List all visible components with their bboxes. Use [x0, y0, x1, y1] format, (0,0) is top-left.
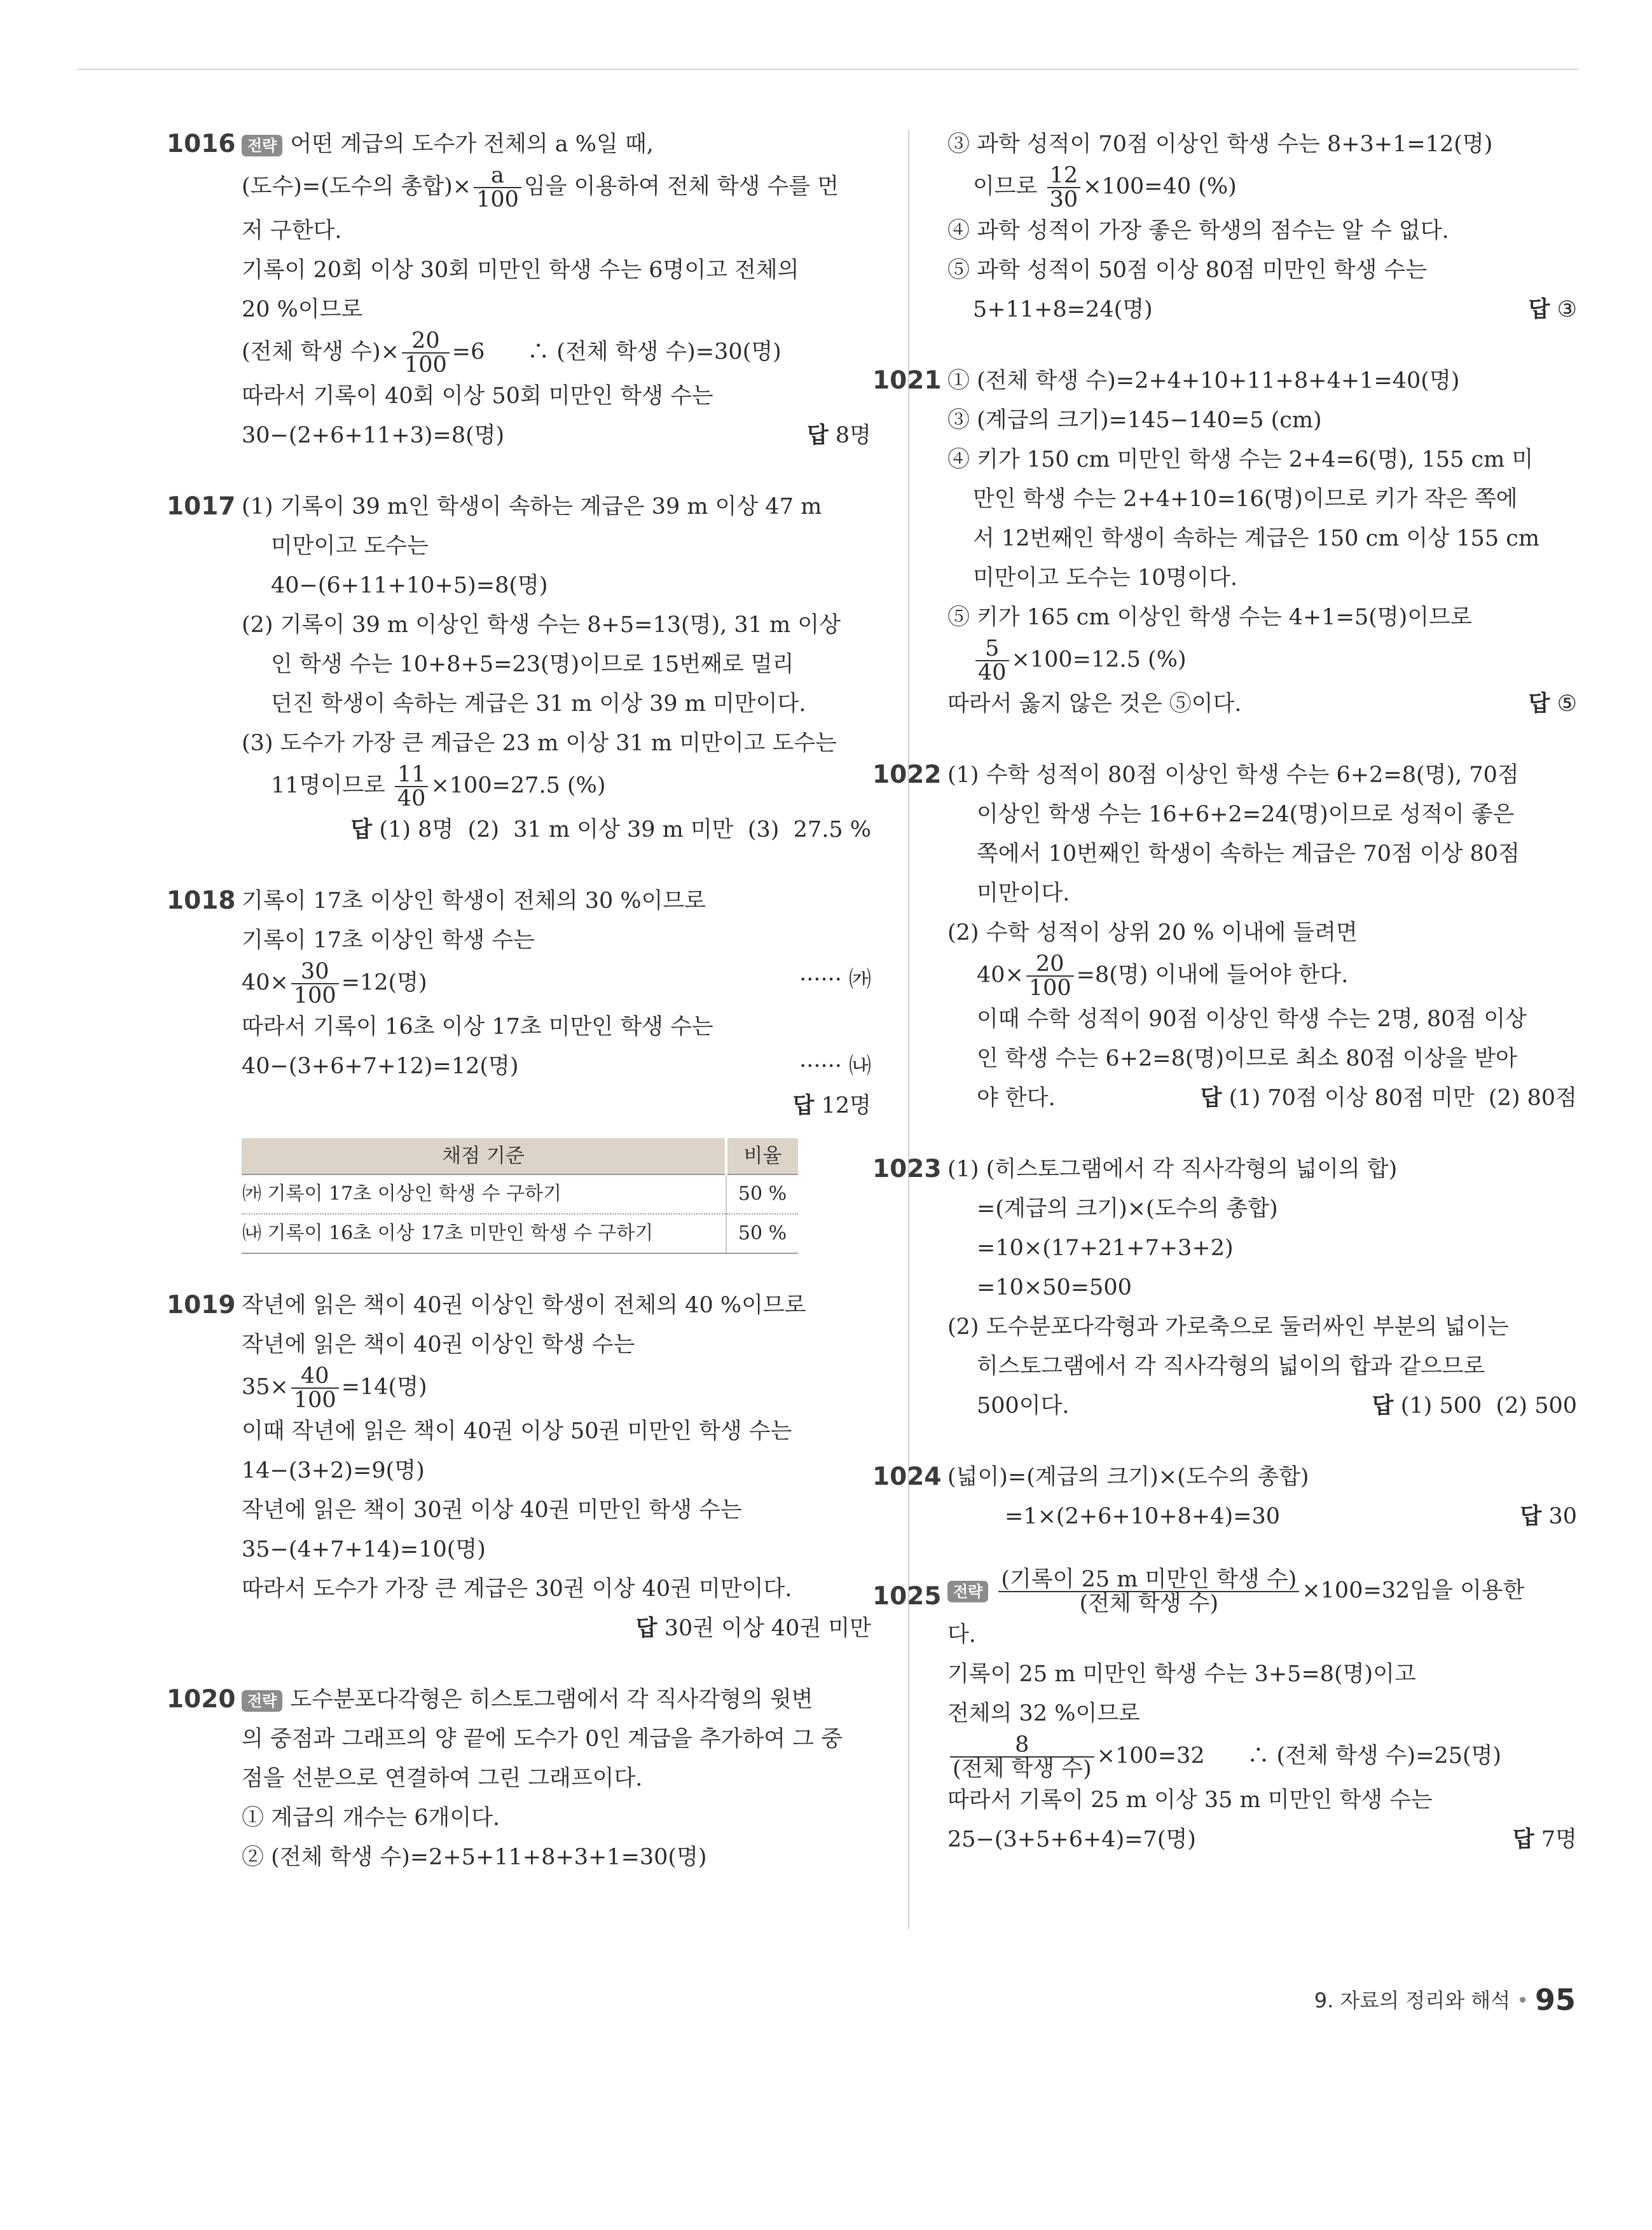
top-rule [78, 69, 1578, 70]
problem-1019: 1019 작년에 읽은 책이 40권 이상인 학생이 전체의 40 %이므로 작년에 읽은 책이 40권 이상인 학생 수는 35× $\frac{40}{100}$ =14(명) 이때 작년에 읽은 책이 40권 이상 50권 미만인 학생 수는 14−(3+2)=9(명) 작년에 읽은 책이 30권 이상 40권 미만인 학생 수는 35−(4+7+14)=10(명) 따라서 도수가 가장 큰 계급은 30권 이상 40권 미만이다. 답 30권 이상 40권 미만 [242, 1286, 871, 1648]
answer: 답 ③ [1528, 297, 1577, 322]
problem-1023: 1023 (1) (히스토그램에서 각 직사각형의 넓이의 합) =(계급의 크기)×(도수의 총합) =10×(17+21+7+3+2) =10×50=500 (2) 도수분포다각형과 가로축으로 둘러싸인 부분의 넓이는 히스토그램에서 각 직사각형의 넓이의 합과 같으므로 500이다. 답 (1) 500 (2) 500 [947, 1150, 1577, 1426]
answer: 답 8명 [806, 423, 871, 448]
problem-1025: 1025 전략 $\frac{\text{(기록이 25 m 미만인 학생 수)}}{\text{(전체 학생 수)}}$ ×100=32임을 이용한 다. 기록이 25 m 미만인 학생 수는 3+5=8(명)이고 전체의 32 %이므로 $\frac{8}{\text{(전체 학생 수)}}$ ×100=32 ∴ (전체 학생 수)=25(명) 따라서 기록이 25 m 이상 35 m 미만인 학생 수는 25−(3+5+6+4)=7(명) 답 7명 [947, 1568, 1577, 1859]
fraction: $\frac{11}{40}$ [395, 763, 429, 810]
fraction: $\frac{12}{30}$ [1047, 164, 1081, 211]
problem-1017: 1017 (1) 기록이 39 m인 학생이 속하는 계급은 39 m 이상 47 m 미만이고 도수는 40−(6+11+10+5)=8(명) (2) 기록이 39 m 이상인 학생 수는 8+5=13(명), 31 m 이상 인 학생 수는 10+8+5=23(명)이므로 15번째로 멀리 던진 학생이 속하는 계급은 31 m 이상 39 m 미만이다. (3) 도수가 가장 큰 계급은 23 m 이상 31 m 미만이고 도수는 11명이므로 $\frac{11}{40}$ ×100=27.5 (%) 답 (1) 8명 (2) 31 m 이상 39 m 미만 (3) 27.5 % [242, 487, 871, 850]
fraction: $\frac{20}{100}$ [402, 329, 450, 376]
problem-number: 1025 [872, 1582, 942, 1611]
page-footer [1314, 1983, 1576, 2017]
answer: 답 (1) 8명 (2) 31 m 이상 39 m 미만 (3) 27.5 % [350, 817, 871, 843]
answer: 답 12명 [792, 1093, 871, 1118]
problem-1020-continued: ③ 과학 성적이 70점 이상인 학생 수는 8+3+1=12(명) 이므로 $\frac{12}{30}$ ×100=40 (%) ④ 과학 성적이 가장 좋은 학생의 점수는 알 수 없다. ⑤ 과학 성적이 50점 이상 80점 미만인 학생 수는 5+11+8=24(명) 답 ③ [947, 125, 1577, 329]
answer: 답 (1) 70점 이상 80점 미만 (2) 80점 [1200, 1085, 1577, 1111]
problem-1020: 1020 전략 도수분포다각형은 히스토그램에서 각 직사각형의 윗변 의 중점과 그래프의 양 끝에 도수가 0인 계급을 추가하여 그 중 점을 선분으로 연결하여 그린 그래프이다. ① 계급의 개수는 6개이다. ② (전체 학생 수)=2+5+11+8+3+1=30(명) [242, 1680, 871, 1877]
problem-number: 1017 [167, 492, 236, 521]
step-mark: ······ ㈎ [799, 967, 871, 993]
fraction: $\frac{a}{100}$ [474, 164, 521, 211]
fraction: $\frac{8}{\text{(전체 학생 수)}}$ [950, 1733, 1094, 1780]
problem-1018: 1018 기록이 17초 이상인 학생이 전체의 30 %이므로 기록이 17초 이상인 학생 수는 40× $\frac{30}{100}$ =12(명) ······ ㈎ 따라서 기록이 16초 이상 17초 미만인 학생 수는 40−(3+6+7+12)=12(명) ······ ㈏ 답 12명 채점 기준 비율 ㈎ 기록이 17초 이상인 학생 수 구하기 50 % ㈏ 기록이 16초 이상 17초 미만인 학생 수 구하기 50 % [242, 881, 871, 1254]
answer: 답 30권 이상 40권 미만 [635, 1616, 871, 1641]
page-number: 95 [1534, 1983, 1576, 2017]
answer: 답 7명 [1512, 1827, 1577, 1852]
problem-number: 1020 [167, 1685, 236, 1714]
chapter-title: 9. 자료의 정리와 해석 [1314, 1988, 1511, 2013]
strategy-badge: 전략 [947, 1581, 988, 1602]
problem-1024: 1024 (넓이)=(계급의 크기)×(도수의 총합) =1×(2+6+10+8+4)=30 답 30 [947, 1457, 1577, 1536]
problem-number: 1022 [872, 761, 942, 789]
table-header: 비율 [726, 1138, 798, 1174]
problem-number: 1023 [872, 1155, 942, 1183]
bullet-icon: • [1517, 1988, 1529, 2013]
fraction: $\frac{5}{40}$ [975, 637, 1009, 684]
problem-number: 1018 [167, 886, 236, 915]
right-column [872, 125, 1577, 1859]
strategy-badge: 전략 [242, 135, 282, 156]
problem-1021: 1021 ① (전체 학생 수)=2+4+10+11+8+4+1=40(명) ③ (계급의 크기)=145−140=5 (cm) ④ 키가 150 cm 미만인 학생 수는 2+4=6(명), 155 cm 미 만인 학생 수는 2+4+10=16(명)이므로 키가 작은 쪽에 서 12번째인 학생이 속하는 계급은 150 cm 이상 155 cm 미만이고 도수는 10명이다. ⑤ 키가 165 cm 이상인 학생 수는 4+1=5(명)이므로 $\frac{5}{40}$ ×100=12.5 (%) 따라서 옳지 않은 것은 ⑤이다. 답 ⑤ [947, 361, 1577, 724]
fraction: $\frac{40}{100}$ [291, 1365, 339, 1412]
scoring-table [242, 1138, 798, 1254]
strategy-badge: 전략 [242, 1690, 282, 1712]
problem-number: 1019 [167, 1291, 236, 1319]
table-header: 채점 기준 [242, 1138, 726, 1174]
answer: 답 30 [1520, 1504, 1577, 1529]
table-row: ㈎ 기록이 17초 이상인 학생 수 구하기 50 % [242, 1174, 798, 1214]
answer: 답 ⑤ [1528, 691, 1577, 717]
problem-number: 1024 [872, 1463, 942, 1491]
problem-1022: 1022 (1) 수학 성적이 80점 이상인 학생 수는 6+2=8(명), 70점 이상인 학생 수는 16+6+2=24(명)이므로 성적이 좋은 쪽에서 10번째인 학생이 속하는 계급은 70점 이상 80점 미만이다. (2) 수학 성적이 상위 20 % 이내에 들려면 40× $\frac{20}{100}$ =8(명) 이내에 들어야 한다. 이때 수학 성적이 90점 이상인 학생 수는 2명, 80점 이상 인 학생 수는 6+2=8(명)이므로 최소 80점 이상을 받아 야 한다. 답 (1) 70점 이상 80점 미만 (2) 80점 [947, 755, 1577, 1118]
problem-1016: 1016 전략 어떤 계급의 도수가 전체의 a %일 때, (도수)=(도수의 총합)× $\frac{a}{100}$ 임을 이용하여 전체 학생 수를 먼 저 구한다. 기록이 20회 이상 30회 미만인 학생 수는 6명이고 전체의 20 %이므로 (전체 학생 수)× $\frac{20}{100}$ =6 ∴ (전체 학생 수)=30(명) 따라서 기록이 40회 이상 50회 미만인 학생 수는 30−(2+6+11+3)=8(명) 답 8명 [242, 125, 871, 455]
answer: 답 (1) 500 (2) 500 [1372, 1393, 1577, 1419]
table-row: ㈏ 기록이 16초 이상 17초 미만인 학생 수 구하기 50 % [242, 1214, 798, 1253]
problem-number: 1016 [167, 130, 236, 158]
left-column [167, 125, 871, 1877]
problem-number: 1021 [872, 366, 942, 395]
step-mark: ······ ㈏ [799, 1054, 871, 1079]
fraction: $\frac{20}{100}$ [1026, 953, 1074, 1000]
fraction: $\frac{30}{100}$ [291, 960, 339, 1007]
fraction: $\frac{\text{(기록이 25 m 미만인 학생 수)}}{\text{(전체 학생 수)}}$ [998, 1568, 1299, 1615]
